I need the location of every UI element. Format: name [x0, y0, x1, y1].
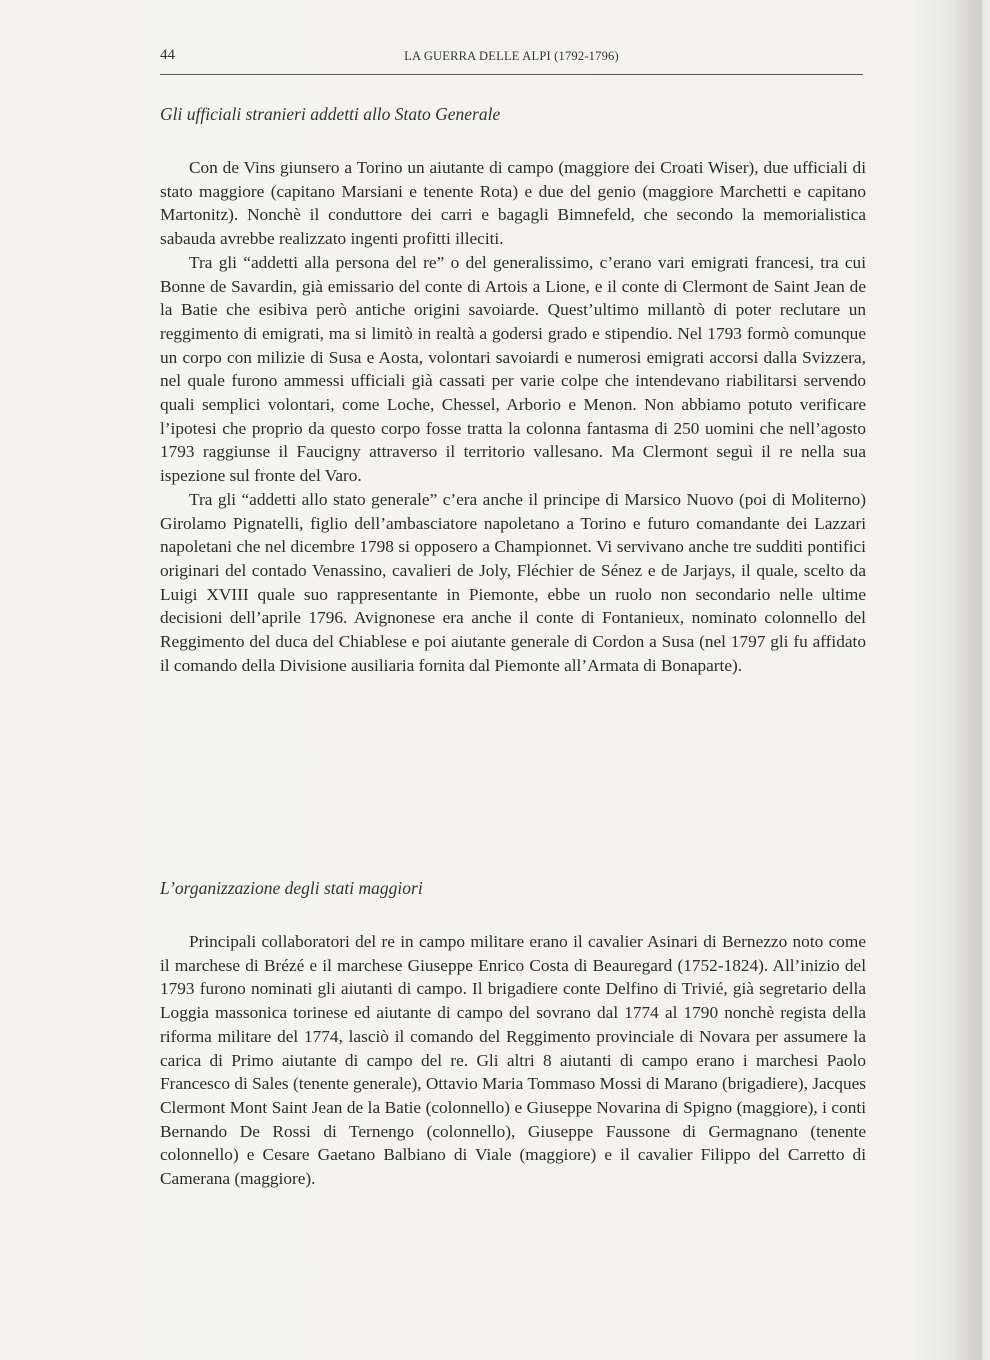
- paragraph: Tra gli “addetti alla persona del re” o del generalissimo, c’erano vari emigrati francesi, tra cui Bonne de Savardin, già emissario del conte di Artois a Lione, e il conte di Clermont de Saint Jean de la Batie che esibiva però antiche origini savoiarde. Quest’ultimo millantò di poter reclutare un reggimento di emigrati, ma si limitò in realtà a godersi grado e stipendio. Nel 1793 formò comunque un corpo con milizie di Susa e Aosta, volontari savoiardi e numerosi emigrati accorsi dalla Svizzera, nel quale furono ammessi ufficiali già cassati per varie colpe che intendevano riabilitarsi servendo quali semplici volontari, come Loche, Chessel, Arborio e Menon. Non abbiamo potuto verificare l’ipotesi che proprio da questo corpo fosse tratta la colonna fantasma di 250 uomini che nell’agosto 1793 raggiunse il Faucigny attraverso il territorio vallesano. Ma Clermont seguì il re nella sua ispezione sul fronte del Varo.: [160, 252, 866, 486]
- page-header: [160, 47, 863, 69]
- running-head: LA GUERRA DELLE ALPI (1792-1796): [404, 49, 619, 63]
- paragraph: Tra gli “addetti allo stato generale” c’era anche il principe di Marsico Nuovo (poi di Moliterno) Girolamo Pignatelli, figlio dell’ambasciatore napoletano a Torino e futuro comandante dei Lazzari napoletani che nel dicembre 1798 si opposero a Championnet. Vi servivano anche tre sudditi pontifici originari del contado Venassino, cavalieri de Joly, Fléchier de Sénez e de Jarjays, il quale, scelto da Luigi XVIII quale suo rappresentante in Piemonte, ebbe un ruolo non secondario nelle ultime decisioni dell’aprile 1796. Avignonese era anche il conte di Fontanieux, nominato colonnello del Reggimento del duca del Chiablese e poi aiutante generale di Cordon a Susa (nel 1797 gli fu affidato il comando della Divisione ausiliaria fornita dal Piemonte all’Armata di Bonaparte).: [160, 489, 866, 675]
- header-rule: [160, 74, 863, 75]
- page-edge-shadow: [966, 0, 984, 1360]
- section-title: L’organizzazione degli stati maggiori: [160, 878, 423, 898]
- section-title: Gli ufficiali stranieri addetti allo Stato Generale: [160, 104, 501, 124]
- paragraph: Con de Vins giunsero a Torino un aiutante di campo (maggiore dei Croati Wiser), due ufficiali di stato maggiore (capitano Marsiani e tenente Rota) e due del genio (maggiore Marchetti e capitano Martonitz). Nonchè il conduttore dei carri e bagagli Bimnefeld, che secondo la memorialistica sabauda avrebbe realizzato ingenti profitti illeciti.: [160, 158, 866, 249]
- section-body: [160, 156, 866, 677]
- section-body: [160, 930, 866, 1191]
- page-number: 44: [160, 47, 175, 63]
- paragraph: Principali collaboratori del re in campo militare erano il cavalier Asinari di Bernezzo noto come il marchese di Brézé e il marchese Giuseppe Enrico Costa di Beauregard (1752-1824). All’inizio del 1793 furono nominati gli aiutanti di campo. Il brigadiere conte Delfino di Trivié, già segretario della Loggia massonica torinese ed aiutante di campo del sovrano dal 1774 al 1790 nonchè regista della riforma militare del 1774, lasciò il comando del Reggimento provinciale di Novara per assumere la carica di Primo aiutante di campo del re. Gli altri 8 aiutanti di campo erano i marchesi Paolo Francesco di Sales (tenente generale), Ottavio Maria Tommaso Mossi di Marano (brigadiere), Jacques Clermont Mont Saint Jean de la Batie (colonnello) e Giuseppe Novarina di Spigno (maggiore), i conti Bernando De Rossi di Ternengo (colonnello), Giuseppe Faussone di Germagnano (tenente colonnello) e Cesare Gaetano Balbiano di Viale (maggiore) e il cavalier Filippo del Carretto di Camerana (maggiore).: [160, 932, 866, 1189]
